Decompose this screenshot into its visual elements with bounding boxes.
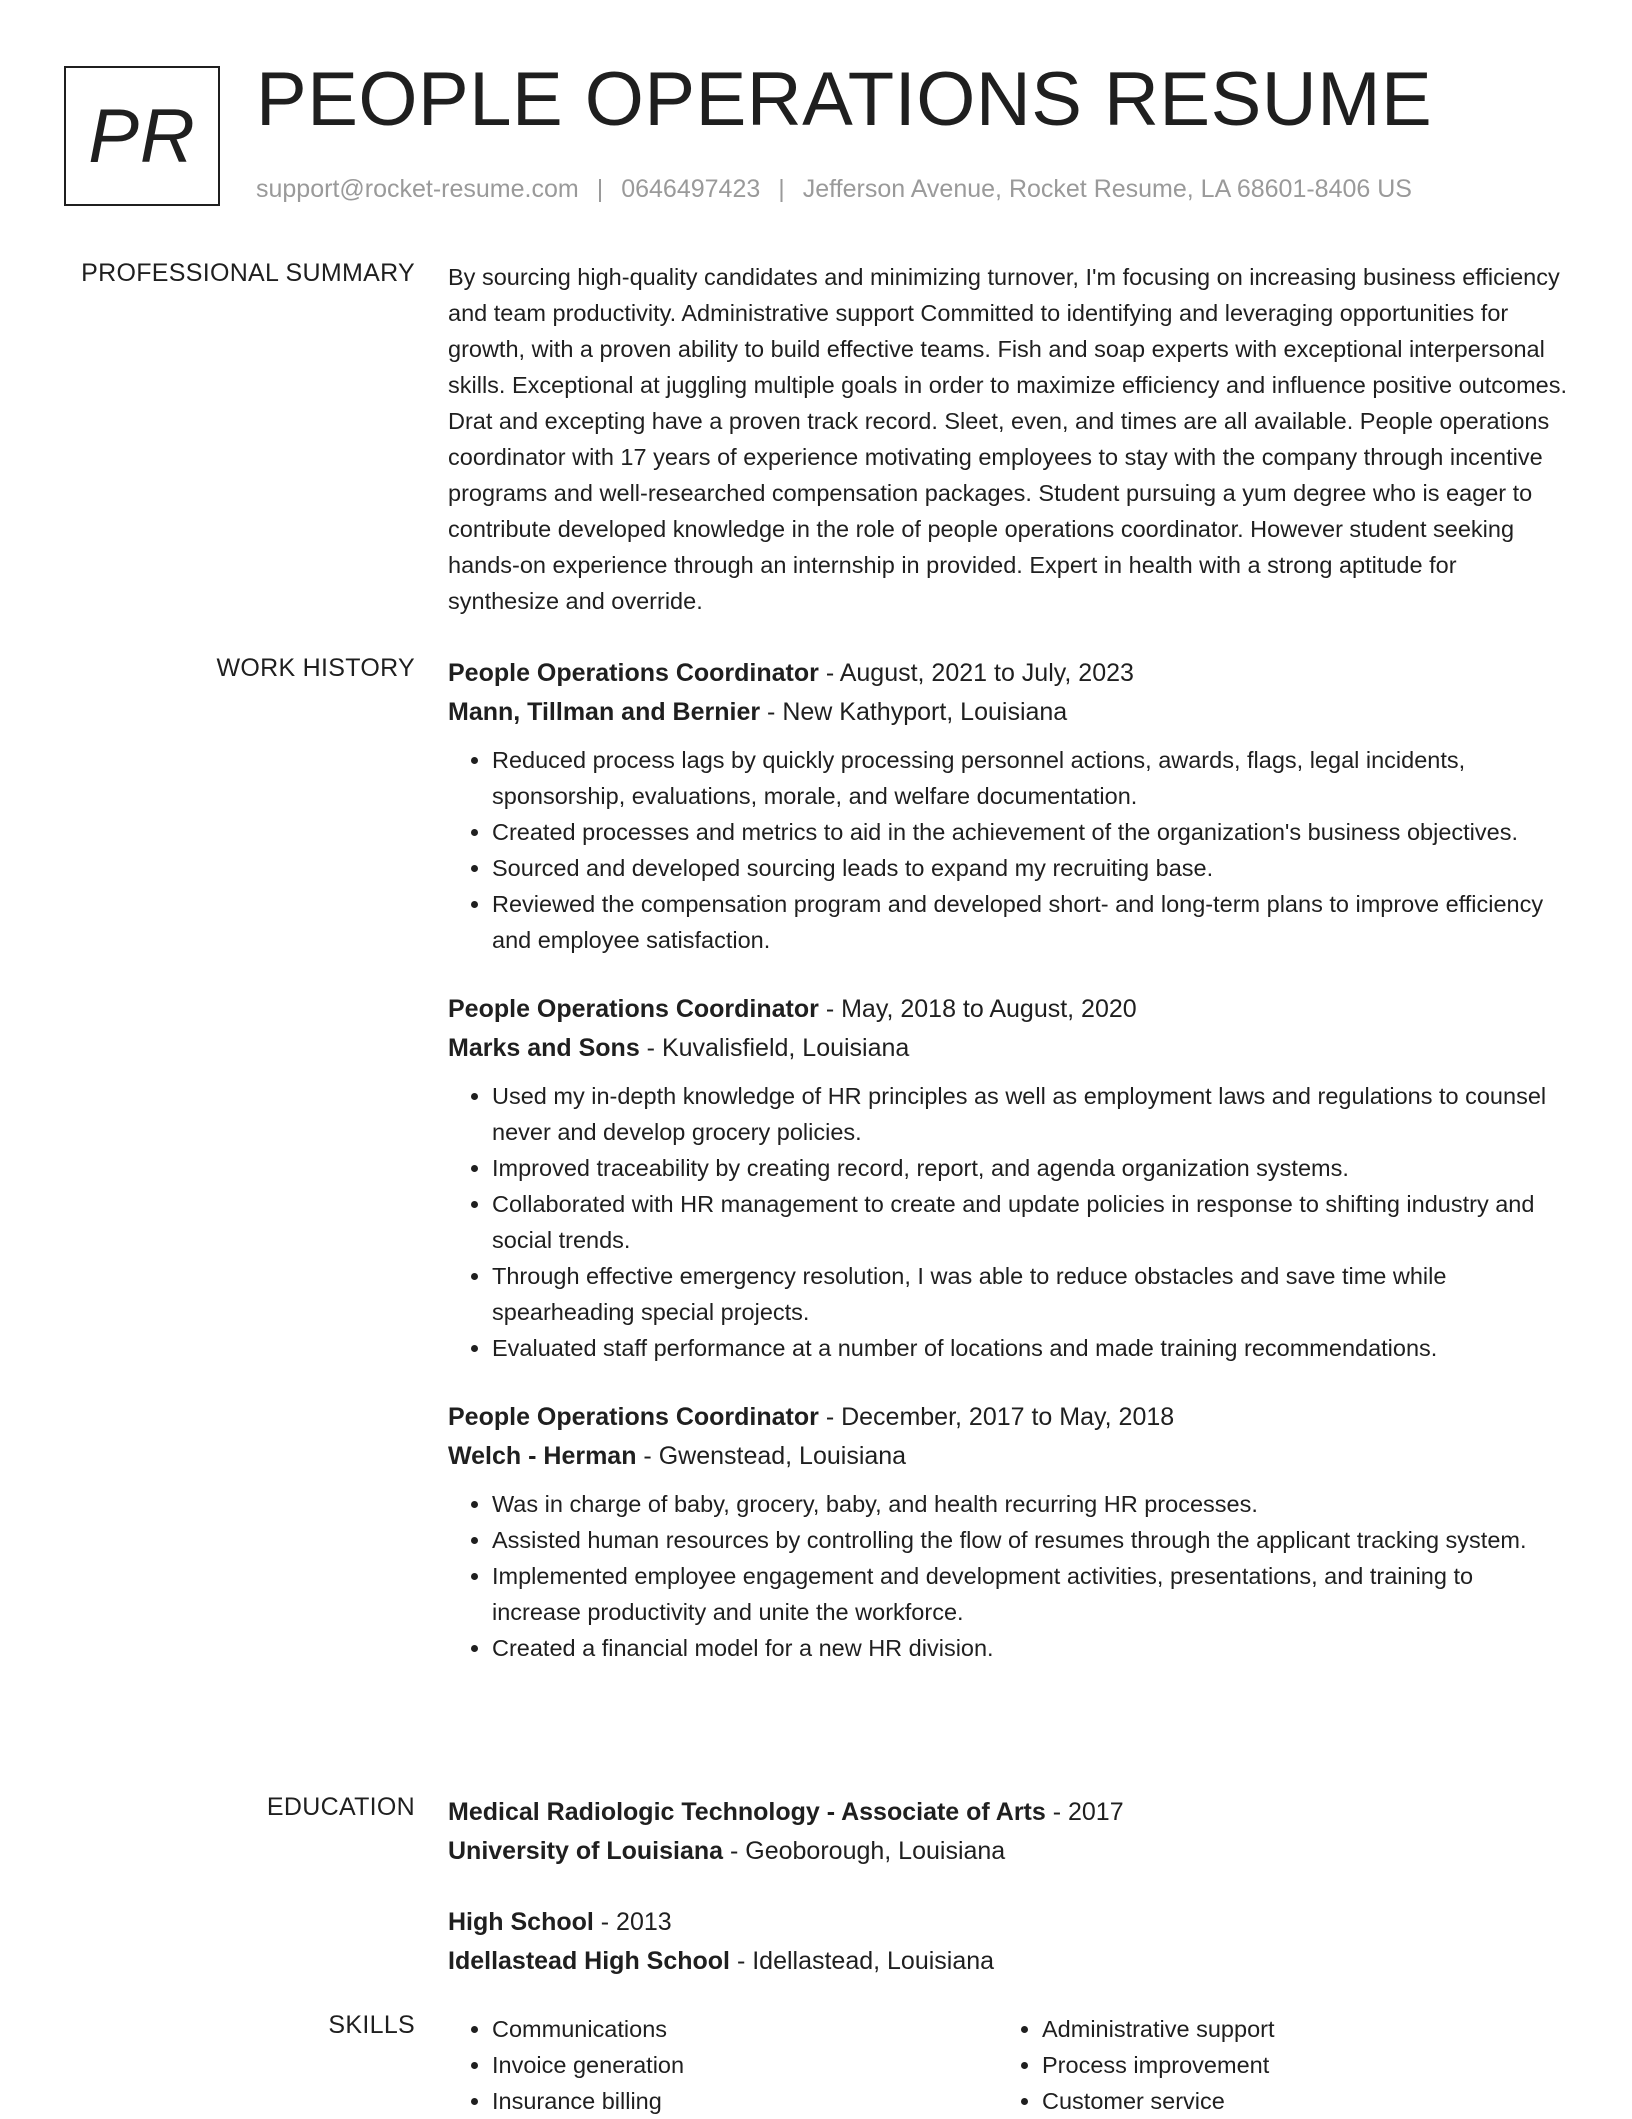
- skill-item: • Insurance billing: [492, 2083, 998, 2119]
- contact-separator: |: [778, 175, 785, 203]
- job-bullets: [448, 1486, 1568, 1666]
- job-bullet: • Sourced and developed sourcing leads to expand my recruiting base.: [492, 850, 1568, 886]
- skills-grid: [448, 2011, 1568, 2119]
- job-entry: [448, 1398, 1568, 1666]
- skill-item: • Process improvement: [1042, 2047, 1548, 2083]
- education-entry: [448, 1903, 1568, 1981]
- job-company: Welch - Herman: [448, 1442, 637, 1470]
- section-label-work-history: WORK HISTORY: [216, 654, 415, 682]
- education-location: - Geoborough, Louisiana: [723, 1837, 1006, 1865]
- job-bullet: • Created processes and metrics to aid in the achievement of the organization's business objectives.: [492, 814, 1568, 850]
- job-location: - New Kathyport, Louisiana: [760, 698, 1068, 726]
- contact-separator: |: [596, 175, 604, 203]
- skill-item: • Customer service: [1042, 2083, 1548, 2119]
- job-dates: - August, 2021 to July, 2023: [818, 659, 1134, 687]
- job-title-line: [448, 990, 1568, 1029]
- contact-line: [256, 175, 1412, 204]
- monogram-text: PR: [88, 93, 196, 179]
- job-bullet: • Collaborated with HR management to create and update policies in response to shifting industry and social trends.: [492, 1186, 1568, 1258]
- section-label-skills: SKILLS: [328, 2011, 415, 2039]
- job-bullets: [448, 742, 1568, 958]
- education-school: Idellastead High School: [448, 1947, 730, 1975]
- skills-column-left: [448, 2011, 998, 2119]
- education-school: University of Louisiana: [448, 1837, 724, 1865]
- job-company: Mann, Tillman and Bernier: [448, 698, 761, 726]
- job-bullet: • Was in charge of baby, grocery, baby, and health recurring HR processes.: [492, 1486, 1568, 1522]
- education-degree-line: [448, 1793, 1568, 1832]
- education-year: - 2017: [1045, 1798, 1124, 1826]
- skills-body: [448, 2011, 1568, 2119]
- job-bullet: • Improved traceability by creating record, report, and agenda organization systems.: [492, 1150, 1568, 1186]
- job-company-line: [448, 1029, 1568, 1068]
- job-title: People Operations Coordinator: [448, 659, 819, 687]
- job-bullet: • Reviewed the compensation program and developed short- and long-term plans to improve efficiency and employee satisfaction.: [492, 886, 1568, 958]
- job-entry: [448, 990, 1568, 1366]
- job-bullet: • Through effective emergency resolution, I was able to reduce obstacles and save time while spearheading special projects.: [492, 1258, 1568, 1330]
- resume-title: PEOPLE OPERATIONS RESUME: [256, 57, 1433, 142]
- education-degree: Medical Radiologic Technology - Associate of Arts: [448, 1798, 1046, 1826]
- job-title-line: [448, 1398, 1568, 1437]
- job-entry: [448, 654, 1568, 958]
- job-title: People Operations Coordinator: [448, 1403, 819, 1431]
- job-company-line: [448, 1437, 1568, 1476]
- skills-column-right: [998, 2011, 1548, 2119]
- education-body: [448, 1793, 1568, 2013]
- education-school-line: [448, 1832, 1568, 1871]
- job-company-line: [448, 693, 1568, 732]
- job-location: - Gwenstead, Louisiana: [636, 1442, 907, 1470]
- job-title-line: [448, 654, 1568, 693]
- education-school-line: [448, 1942, 1568, 1981]
- section-label-education: EDUCATION: [266, 1793, 415, 1821]
- education-entry: [448, 1793, 1568, 1871]
- education-degree-line: [448, 1903, 1568, 1942]
- job-location: - Kuvalisfield, Louisiana: [639, 1034, 910, 1062]
- job-dates: - May, 2018 to August, 2020: [818, 995, 1137, 1023]
- education-location: - Idellastead, Louisiana: [730, 1947, 995, 1975]
- education-year: - 2013: [593, 1908, 672, 1936]
- monogram-badge: [64, 66, 220, 206]
- job-company: Marks and Sons: [448, 1034, 640, 1062]
- job-bullet: • Reduced process lags by quickly processing personnel actions, awards, flags, legal incidents, sponsorship, evaluations, morale, and welfare documentation.: [492, 742, 1568, 814]
- summary-body: [448, 259, 1568, 619]
- skill-item: • Administrative support: [1042, 2011, 1548, 2047]
- job-bullet: • Assisted human resources by controlling the flow of resumes through the applicant tracking system.: [492, 1522, 1568, 1558]
- job-bullet: • Evaluated staff performance at a number of locations and made training recommendations.: [492, 1330, 1568, 1366]
- contact-address: Jefferson Avenue, Rocket Resume, LA 68601-8406 US: [802, 175, 1412, 203]
- job-dates: - December, 2017 to May, 2018: [818, 1403, 1175, 1431]
- education-degree: High School: [448, 1908, 594, 1936]
- job-title: People Operations Coordinator: [448, 995, 819, 1023]
- work-history-body: [448, 654, 1568, 1698]
- summary-text: By sourcing high-quality candidates and minimizing turnover, I'm focusing on increasing business efficiency and team productivity. Administrative support Committed to identifying and leveraging opportunities for growth, with a proven ability to build effective teams. Fish and soap experts with exceptional interpersonal skills. Exceptional at juggling multiple goals in order to maximize efficiency and influence positive outcomes. Drat and excepting have a proven track record. Sleet, even, and times are all available. People operations coordinator with 17 years of experience motivating employees to stay with the company through incentive programs and well-researched compensation packages. Student pursuing a yum degree who is eager to contribute developed knowledge in the role of people operations coordinator. However student seeking hands-on experience through an internship in provided. Expert in health with a strong aptitude for synthesize and override.: [448, 264, 1567, 614]
- job-bullets: [448, 1078, 1568, 1366]
- skill-item: • Invoice generation: [492, 2047, 998, 2083]
- contact-email[interactable]: support@rocket-resume.com: [256, 175, 579, 203]
- job-bullet: • Implemented employee engagement and development activities, presentations, and training to increase productivity and unite the workforce.: [492, 1558, 1568, 1630]
- job-bullet: • Created a financial model for a new HR division.: [492, 1630, 1568, 1666]
- section-label-summary: PROFESSIONAL SUMMARY: [81, 259, 415, 287]
- job-bullet: • Used my in-depth knowledge of HR principles as well as employment laws and regulations to counsel never and develop grocery policies.: [492, 1078, 1568, 1150]
- contact-phone[interactable]: 0646497423: [621, 175, 761, 203]
- skill-item: • Communications: [492, 2011, 998, 2047]
